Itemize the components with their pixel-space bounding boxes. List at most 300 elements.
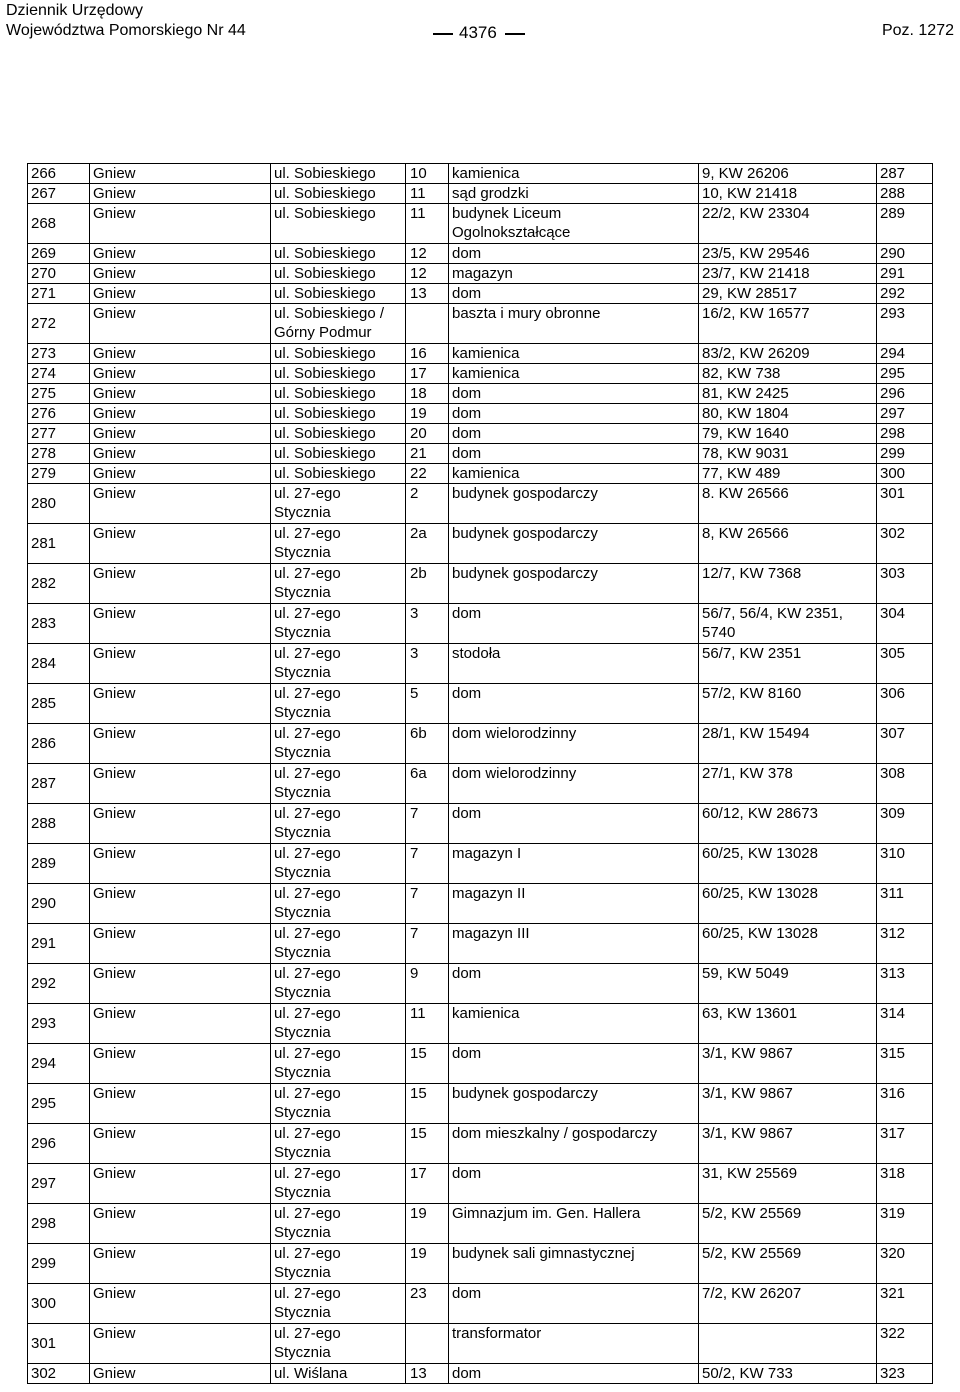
street-text: ul. 27-ego	[274, 525, 341, 542]
town-text: Gniew	[93, 1165, 136, 1182]
building-name-text: Ogolnokształcące	[452, 224, 571, 241]
street-text: Stycznia	[274, 1224, 331, 1241]
row-number-cell	[28, 244, 90, 264]
register-index-text: 300	[880, 465, 906, 482]
plot-number-text: 3/1, KW 9867	[702, 1125, 793, 1142]
house-number-cell	[406, 964, 449, 1004]
register-index-cell	[877, 1084, 933, 1124]
building-name-text: sąd grodzki	[452, 185, 529, 202]
street-text: Górny Podmur	[274, 324, 372, 341]
register-index-cell	[877, 764, 933, 804]
house-number-text: 3	[410, 605, 419, 622]
row-number-text: 283	[31, 615, 57, 632]
house-number-cell	[406, 1164, 449, 1204]
building-name-text: magazyn I	[452, 845, 522, 862]
register-index-text: 306	[880, 685, 906, 702]
register-index-cell	[877, 604, 933, 644]
plot-number-text: 10, KW 21418	[702, 185, 798, 202]
house-number-text: 6a	[410, 765, 427, 782]
row-number-cell	[28, 164, 90, 184]
house-number-cell	[406, 724, 449, 764]
table-row	[28, 684, 933, 724]
town-cell	[90, 444, 271, 464]
house-number-text: 23	[410, 1285, 427, 1302]
register-index-text: 288	[880, 185, 906, 202]
building-name-cell	[449, 1244, 699, 1284]
street-cell	[271, 684, 406, 724]
street-cell	[271, 384, 406, 404]
table-row	[28, 1004, 933, 1044]
register-index-text: 292	[880, 285, 906, 302]
register-index-cell	[877, 1044, 933, 1084]
row-number-text: 267	[31, 185, 57, 202]
town-cell	[90, 524, 271, 564]
town-cell	[90, 564, 271, 604]
house-number-text: 13	[410, 1365, 427, 1382]
town-text: Gniew	[93, 1285, 136, 1302]
town-cell	[90, 264, 271, 284]
register-index-text: 315	[880, 1045, 906, 1062]
building-name-cell	[449, 284, 699, 304]
row-number-cell	[28, 284, 90, 304]
building-name-text: Gimnazjum im. Gen. Hallera	[452, 1205, 641, 1222]
street-text: ul. 27-ego	[274, 1325, 341, 1342]
street-text: ul. Sobieskiego	[274, 425, 376, 442]
plot-number-text: 60/25, KW 13028	[702, 925, 818, 942]
house-number-cell	[406, 344, 449, 364]
town-cell	[90, 204, 271, 244]
plot-number-cell	[699, 364, 877, 384]
row-number-cell	[28, 364, 90, 384]
town-cell	[90, 244, 271, 264]
town-text: Gniew	[93, 1205, 136, 1222]
row-number-cell	[28, 1284, 90, 1324]
plot-number-text: 16/2, KW 16577	[702, 305, 810, 322]
row-number-text: 273	[31, 345, 57, 362]
register-index-text: 314	[880, 1005, 906, 1022]
plot-number-text: 56/7, 56/4, KW 2351,	[702, 605, 843, 622]
plot-number-cell	[699, 1284, 877, 1324]
register-index-text: 308	[880, 765, 906, 782]
table-row	[28, 484, 933, 524]
register-index-cell	[877, 1124, 933, 1164]
row-number-cell	[28, 1004, 90, 1044]
row-number-text: 278	[31, 445, 57, 462]
town-text: Gniew	[93, 365, 136, 382]
table-row	[28, 364, 933, 384]
plot-number-cell	[699, 264, 877, 284]
row-number-cell	[28, 564, 90, 604]
street-text: Stycznia	[274, 1184, 331, 1201]
table-row	[28, 204, 933, 244]
street-text: ul. 27-ego	[274, 1205, 341, 1222]
row-number-text: 300	[31, 1295, 57, 1312]
street-text: Stycznia	[274, 824, 331, 841]
street-cell	[271, 964, 406, 1004]
town-cell	[90, 1364, 271, 1384]
town-text: Gniew	[93, 385, 136, 402]
town-text: Gniew	[93, 405, 136, 422]
house-number-cell	[406, 804, 449, 844]
house-number-cell	[406, 1244, 449, 1284]
street-cell	[271, 1084, 406, 1124]
street-cell	[271, 344, 406, 364]
page-number-dash-left	[433, 33, 453, 35]
table-row	[28, 184, 933, 204]
plot-number-cell	[699, 1244, 877, 1284]
building-name-cell	[449, 804, 699, 844]
building-name-cell	[449, 1284, 699, 1324]
house-number-cell	[406, 564, 449, 604]
plot-number-text: 9, KW 26206	[702, 165, 789, 182]
house-number-text: 2a	[410, 525, 427, 542]
row-number-text: 289	[31, 855, 57, 872]
table-row	[28, 1044, 933, 1084]
register-index-text: 289	[880, 205, 906, 222]
street-cell	[271, 1284, 406, 1324]
house-number-cell	[406, 1044, 449, 1084]
register-index-cell	[877, 204, 933, 244]
register-index-text: 312	[880, 925, 906, 942]
house-number-text: 7	[410, 885, 419, 902]
register-index-text: 298	[880, 425, 906, 442]
row-number-text: 296	[31, 1135, 57, 1152]
row-number-cell	[28, 1204, 90, 1244]
building-name-cell	[449, 764, 699, 804]
street-cell	[271, 264, 406, 284]
street-text: Stycznia	[274, 1304, 331, 1321]
building-name-cell	[449, 1324, 699, 1364]
row-number-cell	[28, 724, 90, 764]
street-text: ul. Sobieskiego	[274, 205, 376, 222]
plot-number-cell	[699, 924, 877, 964]
town-cell	[90, 304, 271, 344]
register-index-cell	[877, 184, 933, 204]
plot-number-cell	[699, 164, 877, 184]
building-name-text: kamienica	[452, 165, 520, 182]
table-row	[28, 564, 933, 604]
row-number-text: 269	[31, 245, 57, 262]
register-index-text: 310	[880, 845, 906, 862]
street-text: ul. 27-ego	[274, 1285, 341, 1302]
street-text: Stycznia	[274, 864, 331, 881]
plot-number-text: 22/2, KW 23304	[702, 205, 810, 222]
house-number-cell	[406, 444, 449, 464]
row-number-cell	[28, 1164, 90, 1204]
row-number-cell	[28, 404, 90, 424]
building-name-cell	[449, 964, 699, 1004]
house-number-text: 11	[410, 1005, 426, 1022]
street-text: ul. Wiślana	[274, 1365, 348, 1382]
town-cell	[90, 404, 271, 424]
town-text: Gniew	[93, 645, 136, 662]
town-text: Gniew	[93, 1245, 136, 1262]
town-cell	[90, 344, 271, 364]
town-cell	[90, 684, 271, 724]
plot-number-cell	[699, 1124, 877, 1164]
town-text: Gniew	[93, 1005, 136, 1022]
street-text: ul. Sobieskiego /	[274, 305, 385, 322]
street-text: Stycznia	[274, 584, 331, 601]
house-number-cell	[406, 684, 449, 724]
building-name-cell	[449, 1364, 699, 1384]
register-index-text: 317	[880, 1125, 906, 1142]
town-cell	[90, 184, 271, 204]
building-name-cell	[449, 404, 699, 424]
house-number-cell	[406, 1084, 449, 1124]
town-cell	[90, 1124, 271, 1164]
row-number-text: 274	[31, 365, 57, 382]
town-text: Gniew	[93, 565, 136, 582]
row-number-text: 288	[31, 815, 57, 832]
table-row	[28, 344, 933, 364]
register-index-text: 290	[880, 245, 906, 262]
street-text: ul. 27-ego	[274, 685, 341, 702]
plot-number-text: 60/25, KW 13028	[702, 885, 818, 902]
row-number-text: 290	[31, 895, 57, 912]
register-index-text: 295	[880, 365, 906, 382]
plot-number-cell	[699, 684, 877, 724]
building-name-cell	[449, 204, 699, 244]
house-number-cell	[406, 424, 449, 444]
town-text: Gniew	[93, 685, 136, 702]
street-text: Stycznia	[274, 504, 331, 521]
table-row	[28, 644, 933, 684]
town-text: Gniew	[93, 1325, 136, 1342]
house-number-text: 17	[410, 365, 427, 382]
row-number-text: 285	[31, 695, 57, 712]
house-number-text: 19	[410, 405, 427, 422]
building-name-text: stodoła	[452, 645, 501, 662]
row-number-cell	[28, 384, 90, 404]
town-cell	[90, 644, 271, 684]
town-cell	[90, 1164, 271, 1204]
street-text: Stycznia	[274, 784, 331, 801]
street-cell	[271, 284, 406, 304]
street-text: ul. 27-ego	[274, 965, 341, 982]
building-name-cell	[449, 384, 699, 404]
building-name-cell	[449, 524, 699, 564]
plot-number-text: 59, KW 5049	[702, 965, 789, 982]
street-cell	[271, 604, 406, 644]
house-number-cell	[406, 924, 449, 964]
register-index-cell	[877, 484, 933, 524]
house-number-cell	[406, 1284, 449, 1324]
street-cell	[271, 304, 406, 344]
register-index-text: 299	[880, 445, 906, 462]
row-number-cell	[28, 764, 90, 804]
plot-number-text: 78, KW 9031	[702, 445, 789, 462]
table-row	[28, 244, 933, 264]
register-index-text: 301	[880, 485, 906, 502]
town-text: Gniew	[93, 1125, 136, 1142]
row-number-cell	[28, 484, 90, 524]
table-row	[28, 604, 933, 644]
town-text: Gniew	[93, 885, 136, 902]
street-text: ul. 27-ego	[274, 805, 341, 822]
table-row	[28, 1244, 933, 1284]
register-index-cell	[877, 1364, 933, 1384]
street-text: ul. Sobieskiego	[274, 265, 376, 282]
register-index-cell	[877, 464, 933, 484]
street-text: Stycznia	[274, 1144, 331, 1161]
street-cell	[271, 464, 406, 484]
plot-number-text: 83/2, KW 26209	[702, 345, 810, 362]
street-cell	[271, 1044, 406, 1084]
register-index-cell	[877, 684, 933, 724]
register-index-cell	[877, 1204, 933, 1244]
plot-number-text: 29, KW 28517	[702, 285, 798, 302]
plot-number-cell	[699, 844, 877, 884]
building-name-text: dom	[452, 1045, 482, 1062]
plot-number-text: 79, KW 1640	[702, 425, 789, 442]
plot-number-text: 31, KW 25569	[702, 1165, 798, 1182]
town-cell	[90, 604, 271, 644]
table-row	[28, 844, 933, 884]
house-number-cell	[406, 284, 449, 304]
house-number-text: 17	[410, 1165, 427, 1182]
street-cell	[271, 244, 406, 264]
table-row	[28, 1284, 933, 1324]
row-number-text: 298	[31, 1215, 57, 1232]
street-text: ul. 27-ego	[274, 1125, 341, 1142]
row-number-cell	[28, 1044, 90, 1084]
building-name-text: budynek gospodarczy	[452, 485, 598, 502]
register-index-cell	[877, 1324, 933, 1364]
plot-number-text: 23/7, KW 21418	[702, 265, 810, 282]
building-name-text: budynek gospodarczy	[452, 1085, 598, 1102]
row-number-text: 272	[31, 315, 57, 332]
house-number-cell	[406, 184, 449, 204]
row-number-text: 299	[31, 1255, 57, 1272]
register-index-text: 318	[880, 1165, 906, 1182]
town-cell	[90, 884, 271, 924]
building-name-cell	[449, 444, 699, 464]
street-cell	[271, 1164, 406, 1204]
row-number-cell	[28, 684, 90, 724]
house-number-text: 15	[410, 1045, 427, 1062]
plot-number-text: 60/12, KW 28673	[702, 805, 818, 822]
house-number-cell	[406, 1124, 449, 1164]
row-number-cell	[28, 1124, 90, 1164]
table-row	[28, 804, 933, 844]
building-name-cell	[449, 244, 699, 264]
plot-number-cell	[699, 404, 877, 424]
street-cell	[271, 1244, 406, 1284]
row-number-text: 276	[31, 405, 57, 422]
row-number-text: 302	[31, 1365, 57, 1382]
house-number-text: 2b	[410, 565, 427, 582]
street-text: Stycznia	[274, 1264, 331, 1281]
table-row	[28, 384, 933, 404]
building-name-text: magazyn	[452, 265, 513, 282]
building-name-cell	[449, 344, 699, 364]
building-name-cell	[449, 724, 699, 764]
plot-number-cell	[699, 604, 877, 644]
register-index-text: 313	[880, 965, 906, 982]
row-number-text: 292	[31, 975, 57, 992]
building-name-cell	[449, 484, 699, 524]
building-name-cell	[449, 844, 699, 884]
street-text: ul. 27-ego	[274, 1085, 341, 1102]
building-name-text: budynek sali gimnastycznej	[452, 1245, 635, 1262]
row-number-cell	[28, 964, 90, 1004]
town-cell	[90, 764, 271, 804]
town-text: Gniew	[93, 165, 136, 182]
register-index-cell	[877, 1004, 933, 1044]
street-text: ul. 27-ego	[274, 765, 341, 782]
register-index-text: 307	[880, 725, 906, 742]
town-text: Gniew	[93, 845, 136, 862]
street-cell	[271, 444, 406, 464]
plot-number-cell	[699, 724, 877, 764]
building-name-cell	[449, 184, 699, 204]
town-cell	[90, 464, 271, 484]
street-cell	[271, 204, 406, 244]
street-text: Stycznia	[274, 744, 331, 761]
plot-number-text: 81, KW 2425	[702, 385, 789, 402]
row-number-cell	[28, 644, 90, 684]
street-text: ul. Sobieskiego	[274, 285, 376, 302]
street-cell	[271, 184, 406, 204]
register-index-text: 291	[880, 265, 906, 282]
plot-number-cell	[699, 304, 877, 344]
house-number-cell	[406, 884, 449, 924]
town-text: Gniew	[93, 205, 136, 222]
town-cell	[90, 844, 271, 884]
register-index-text: 320	[880, 1245, 906, 1262]
register-index-cell	[877, 344, 933, 364]
table-row	[28, 884, 933, 924]
building-name-text: budynek Liceum	[452, 205, 562, 222]
house-number-cell	[406, 364, 449, 384]
page-number-dash-right	[505, 33, 525, 35]
plot-number-cell	[699, 1204, 877, 1244]
street-text: ul. 27-ego	[274, 485, 341, 502]
plot-number-cell	[699, 964, 877, 1004]
plot-number-text: 82, KW 738	[702, 365, 781, 382]
town-text: Gniew	[93, 245, 136, 262]
row-number-cell	[28, 524, 90, 564]
street-cell	[271, 524, 406, 564]
street-cell	[271, 1004, 406, 1044]
register-index-text: 319	[880, 1205, 906, 1222]
house-number-text: 15	[410, 1085, 427, 1102]
street-cell	[271, 1364, 406, 1384]
building-name-text: dom	[452, 405, 482, 422]
register-index-cell	[877, 404, 933, 424]
building-name-text: kamienica	[452, 465, 520, 482]
plot-number-text: 77, KW 489	[702, 465, 781, 482]
house-number-text: 13	[410, 285, 427, 302]
plot-number-text: 12/7, KW 7368	[702, 565, 802, 582]
plot-number-cell	[699, 484, 877, 524]
street-cell	[271, 484, 406, 524]
register-index-text: 304	[880, 605, 906, 622]
table-row	[28, 1124, 933, 1164]
house-number-text: 19	[410, 1245, 427, 1262]
row-number-text: 295	[31, 1095, 57, 1112]
row-number-text: 294	[31, 1055, 57, 1072]
street-text: ul. Sobieskiego	[274, 185, 376, 202]
register-index-cell	[877, 564, 933, 604]
table-row	[28, 524, 933, 564]
plot-number-cell	[699, 284, 877, 304]
row-number-cell	[28, 304, 90, 344]
plot-number-text: 28/1, KW 15494	[702, 725, 810, 742]
row-number-text: 293	[31, 1015, 57, 1032]
row-number-text: 282	[31, 575, 57, 592]
